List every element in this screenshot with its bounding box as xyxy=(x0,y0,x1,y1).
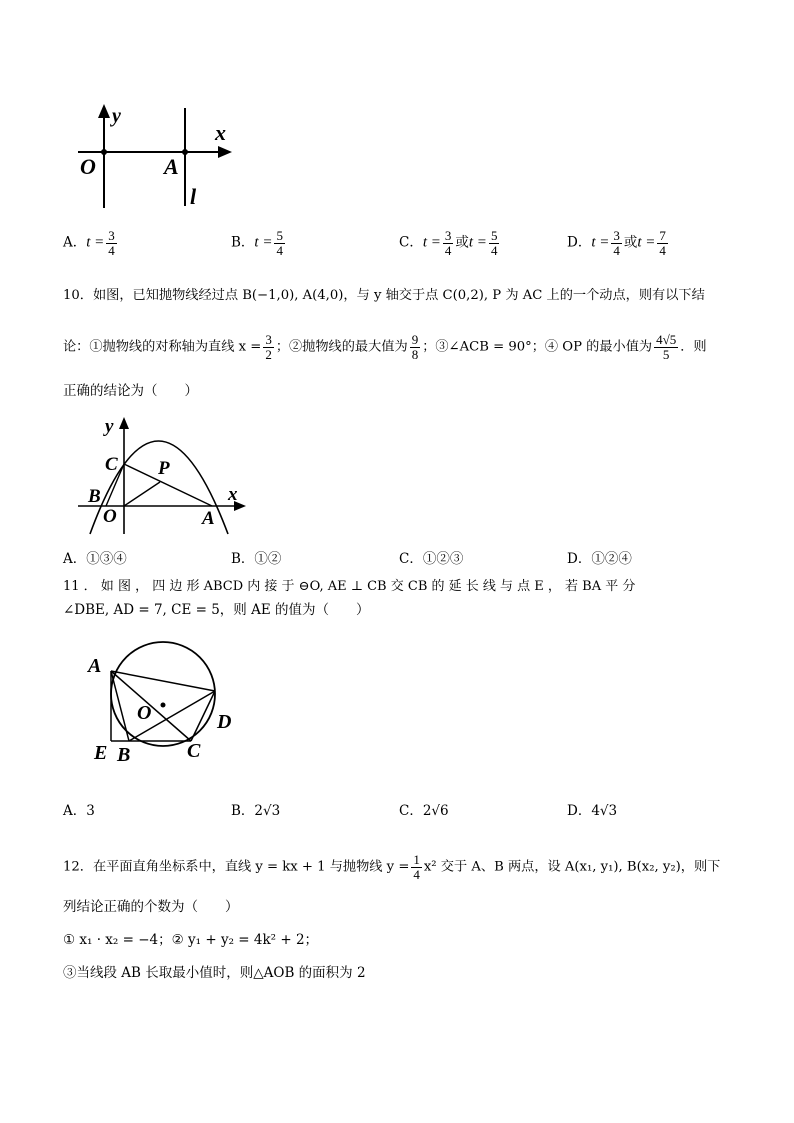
q12-line1: 12．在平面直角坐标系中，直线 y = kx + 1 与抛物线 y = $\frac{1}{4}$ x² 交于 A、B 两点，设 A(x₁, y₁), B(x₂, y₂)，则下 xyxy=(63,852,721,882)
label-o: O xyxy=(137,702,152,724)
y-axis-arrow xyxy=(98,104,110,118)
q10-line2: 论：①抛物线的对称轴为直线 x = $\frac{3}{2}$ ；②抛物线的最大值为 $\frac{9}{8}$ ；③∠ACB = 90°；④ OP 的最小值为 $\frac{4√5}{5}$ ．则 xyxy=(63,332,707,362)
segment-op xyxy=(124,482,160,506)
q12-line2: 列结论正确的个数为（ ） xyxy=(63,899,239,915)
label-a: A xyxy=(202,508,215,529)
center-dot xyxy=(161,703,166,708)
q9-option-b: B．t = $\frac{5}{4}$ xyxy=(231,228,283,258)
label-a: A xyxy=(88,655,102,677)
label-l: l xyxy=(190,184,197,209)
point-o xyxy=(101,149,107,155)
segment-ad xyxy=(111,671,215,691)
q11-line1: 11 ． 如 图 ， 四 边 形 ABCD 内 接 于 ⊖O, AE ⊥ CB 交 CB 的 延 长 线 与 点 E ， 若 BA 平 分 xyxy=(63,579,636,594)
label-p: P xyxy=(158,458,170,479)
label-o: O xyxy=(103,506,117,527)
parabola-figure xyxy=(76,412,252,538)
q11-option-d: D．4√3 xyxy=(567,803,618,819)
x-axis-arrow xyxy=(218,146,232,158)
label-c: C xyxy=(187,740,201,762)
q9-option-a: A．t = $\frac{3}{4}$ xyxy=(63,228,115,258)
label-x: x xyxy=(215,120,226,145)
label-c: C xyxy=(105,454,118,475)
segment-ab xyxy=(111,671,129,741)
q11-option-b: B．2√3 xyxy=(231,803,281,819)
q10-option-a: A．①③④ xyxy=(63,551,127,567)
label-a: A xyxy=(164,154,179,179)
label-y: y xyxy=(112,105,121,127)
label-e: E xyxy=(94,742,108,764)
q11-option-c: C．2√6 xyxy=(399,803,449,819)
label-o: O xyxy=(80,154,96,179)
label-y: y xyxy=(105,416,114,437)
q9-option-c: C．t = $\frac{3}{4}$ 或t = $\frac{5}{4}$ xyxy=(399,228,498,258)
q10-line1: 10．如图，已知抛物线经过点 B(−1,0), A(4,0)，与 y 轴交于点 C(0,2), P 为 AC 上的一个动点，则有以下结 xyxy=(63,288,705,303)
point-a xyxy=(182,149,188,155)
q11-line2: ∠DBE, AD = 7, CE = 5，则 AE 的值为（ ） xyxy=(63,602,370,618)
label-x: x xyxy=(228,484,238,505)
q10-option-b: B．①② xyxy=(231,551,282,567)
q9-option-d: D．t = $\frac{3}{4}$ 或t = $\frac{7}{4}$ xyxy=(567,228,666,258)
y-axis-arrow xyxy=(119,417,129,429)
q11-option-a: A．3 xyxy=(63,803,95,819)
q10-option-d: D．①②④ xyxy=(567,551,632,567)
q10-option-c: C．①②③ xyxy=(399,551,464,567)
q10-line3: 正确的结论为（ ） xyxy=(63,383,198,399)
label-d: D xyxy=(217,711,232,733)
label-b: B xyxy=(88,486,101,507)
q12-line4: ③当线段 AB 长取最小值时，则△AOB 的面积为 2 xyxy=(63,965,366,981)
label-b: B xyxy=(117,744,131,766)
axis-figure xyxy=(70,100,240,212)
circle-figure xyxy=(84,628,244,770)
q12-line3: ① x₁ · x₂ = −4；② y₁ + y₂ = 4k² + 2； xyxy=(63,932,319,948)
